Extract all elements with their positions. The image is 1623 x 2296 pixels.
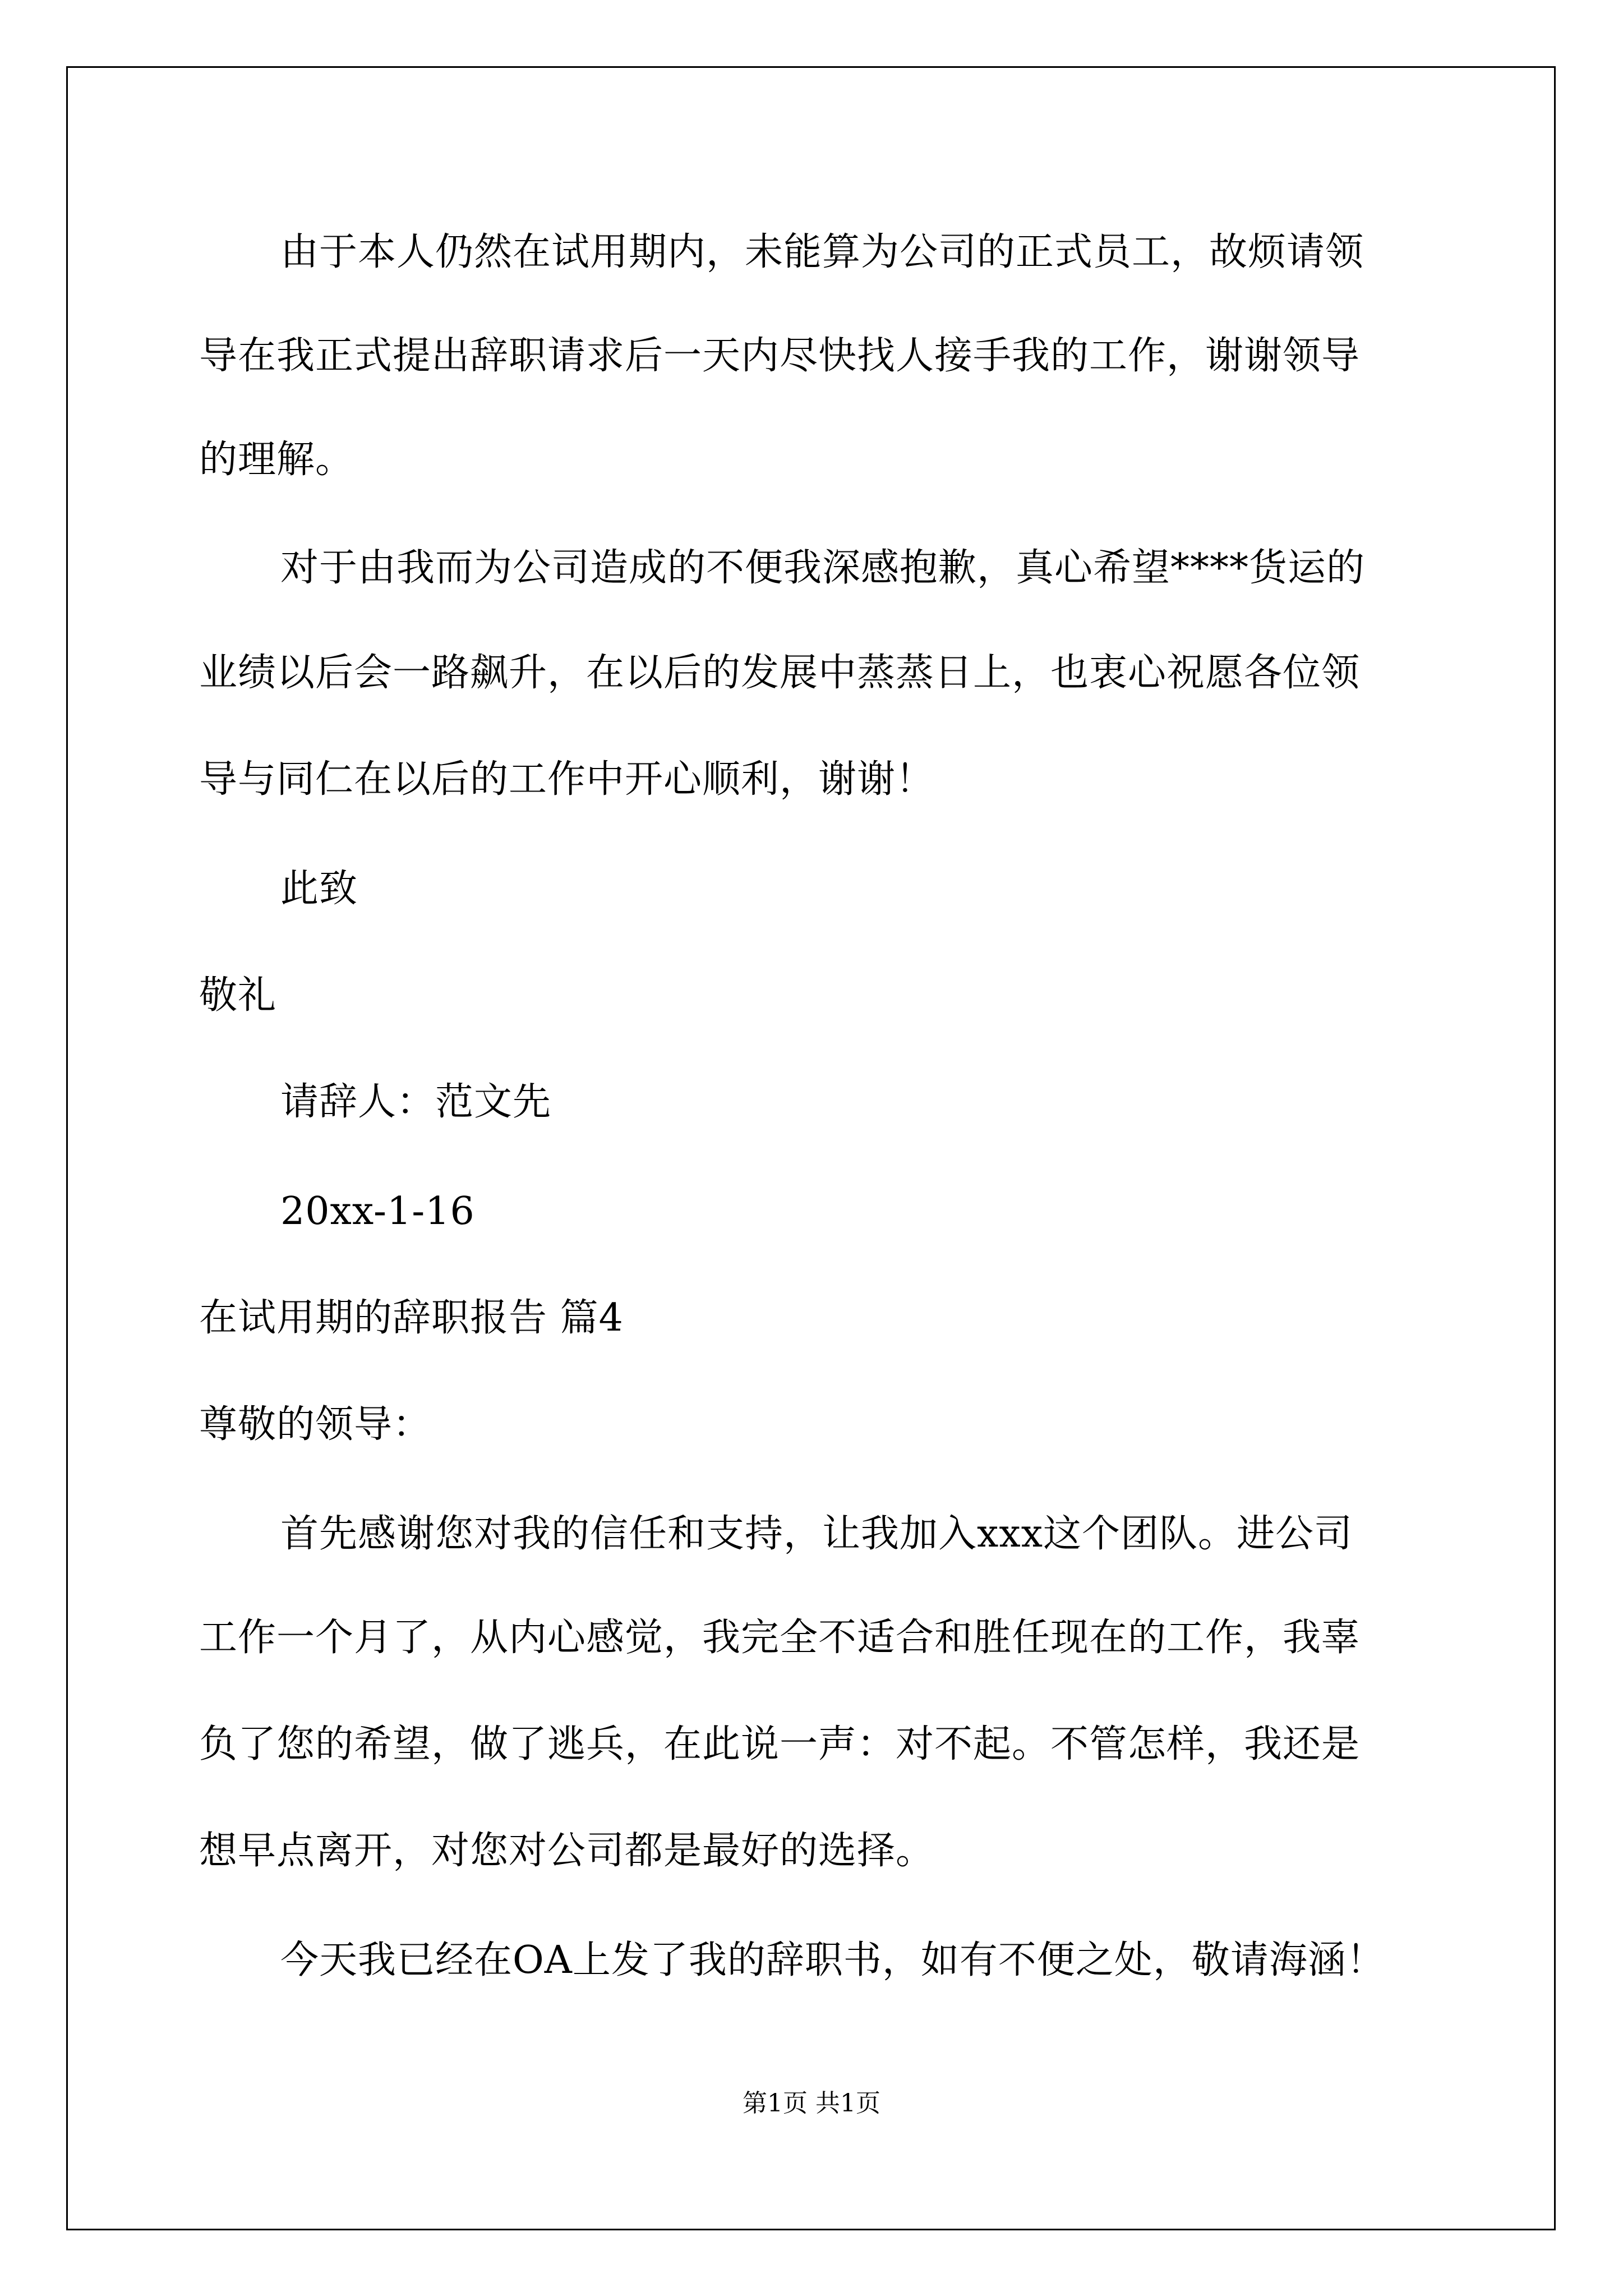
- paragraph-line: 业绩以后会一路飙升，在以后的发展中蒸蒸日上，也衷心祝愿各位领: [199, 651, 1361, 695]
- paragraph-line: 由于本人仍然在试用期内，未能算为公司的正式员工，故烦请领: [280, 230, 1364, 274]
- paragraph-line: 想早点离开，对您对公司都是最好的选择。: [199, 1829, 935, 1873]
- salutation-line: 敬礼: [199, 973, 277, 1018]
- paragraph-line: 今天我已经在OA上发了我的辞职书，如有不便之处，敬请海涵！: [280, 1938, 1385, 1982]
- paragraph-line: 负了您的希望，做了逃兵，在此说一声：对不起。不管怎样，我还是: [199, 1722, 1361, 1766]
- paragraph-line: 导与同仁在以后的工作中开心顺利，谢谢！: [199, 757, 935, 802]
- greeting-line: 尊敬的领导：: [199, 1402, 432, 1447]
- page-frame: [66, 66, 1556, 2230]
- paragraph-line: 的理解。: [199, 438, 354, 482]
- signature-line: 请辞人：范文先: [280, 1080, 552, 1124]
- paragraph-line: 对于由我而为公司造成的不便我深感抱歉，真心希望****货运的: [280, 546, 1366, 590]
- section-heading: 在试用期的辞职报告 篇4: [199, 1296, 624, 1340]
- page-footer: 第1页 共1页: [743, 2089, 880, 2118]
- date-line: 20xx-1-16: [280, 1189, 475, 1234]
- paragraph-line: 工作一个月了，从内心感觉，我完全不适合和胜任现在的工作，我辜: [199, 1616, 1361, 1660]
- closing-line: 此致: [280, 867, 358, 911]
- paragraph-line: 导在我正式提出辞职请求后一天内尽快找人接手我的工作，谢谢领导: [199, 334, 1361, 378]
- paragraph-line: 首先感谢您对我的信任和支持，让我加入xxx这个团队。进公司: [280, 1512, 1353, 1556]
